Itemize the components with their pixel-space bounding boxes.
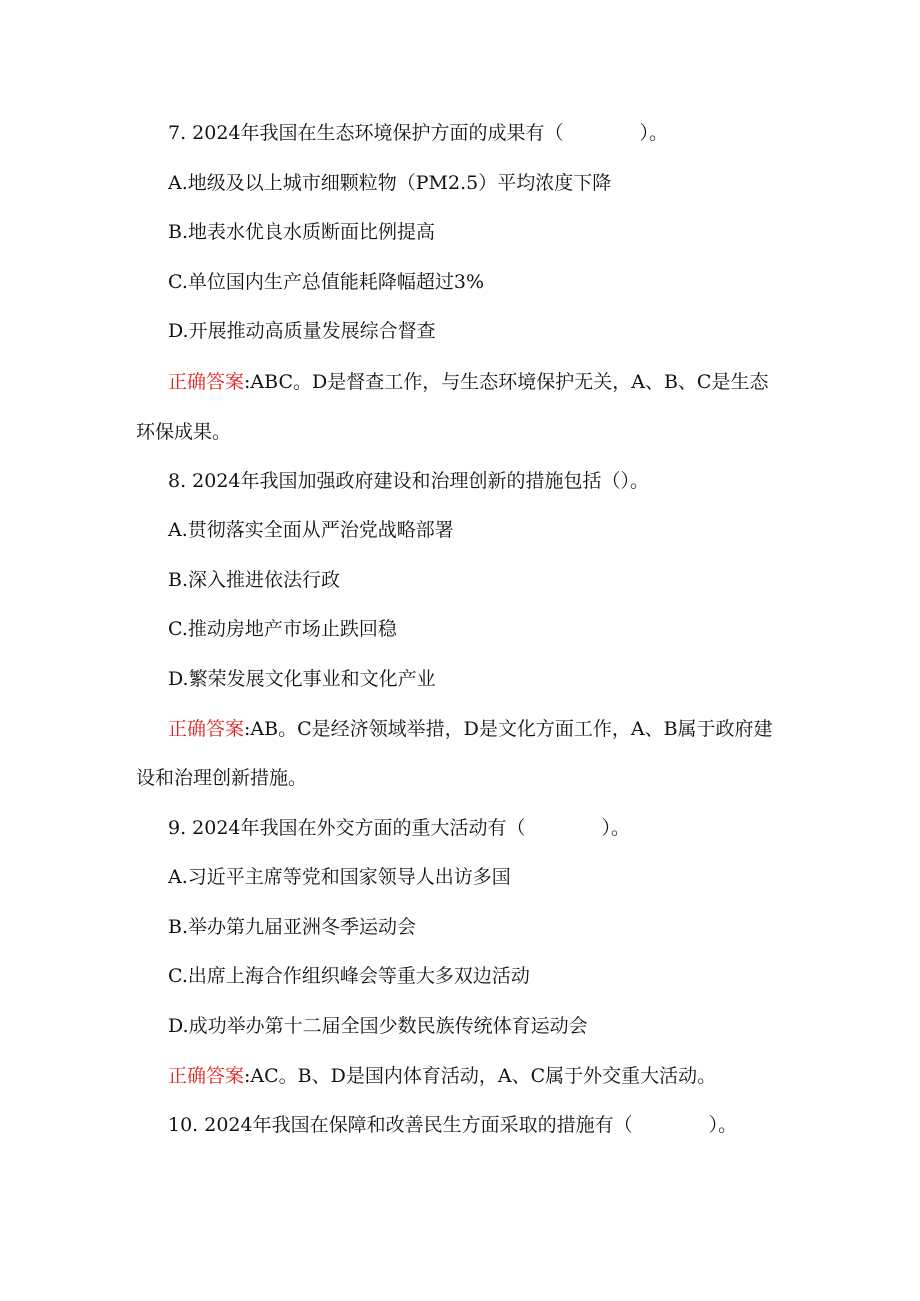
question-8-option-d: D.繁荣发展文化事业和文化产业: [168, 668, 436, 690]
question-8-answer-continued: 设和治理创新措施。: [136, 767, 308, 789]
question-9-option-c: C.出席上海合作组织峰会等重大多双边活动: [168, 965, 530, 987]
question-7-answer: [168, 369, 768, 395]
question-9-stem: 9. 2024年我国在外交方面的重大活动有（ ）。: [168, 817, 631, 839]
question-8-option-b: B.深入推进依法行政: [168, 569, 341, 591]
question-8-stem: 8. 2024年我国加强政府建设和治理创新的措施包括（）。: [168, 470, 650, 492]
answer-text: :AB。C是经济领域举措，D是文化方面工作，A、B属于政府建: [244, 718, 773, 740]
answer-label: 正确答案: [168, 718, 245, 740]
question-8-answer: [168, 716, 773, 742]
answer-label: 正确答案: [168, 371, 245, 393]
question-7-option-a: A.地级及以上城市细颗粒物（PM2.5）平均浓度下降: [168, 172, 612, 194]
question-8-option-c: C.推动房地产市场止跌回稳: [168, 618, 397, 640]
question-7-stem: 7. 2024年我国在生态环境保护方面的成果有（ ）。: [168, 122, 669, 144]
question-7-option-d: D.开展推动高质量发展综合督查: [168, 320, 436, 342]
answer-text: :ABC。D是督查工作，与生态环境保护无关，A、B、C是生态: [244, 371, 769, 393]
question-7-answer-continued: 环保成果。: [136, 421, 232, 443]
question-9-option-a: A.习近平主席等党和国家领导人出访多国: [168, 866, 511, 888]
question-7-option-c: C.单位国内生产总值能耗降幅超过3%: [168, 271, 485, 293]
question-8-option-a: A.贯彻落实全面从严治党战略部署: [168, 519, 454, 541]
answer-label: 正确答案: [168, 1065, 245, 1087]
question-9-option-b: B.举办第九届亚洲冬季运动会: [168, 916, 417, 938]
question-9-answer: [168, 1063, 716, 1089]
question-10-stem: 10. 2024年我国在保障和改善民生方面采取的措施有（ ）。: [168, 1114, 738, 1136]
answer-text: :AC。B、D是国内体育活动，A、C属于外交重大活动。: [244, 1065, 717, 1087]
question-9-option-d: D.成功举办第十二届全国少数民族传统体育运动会: [168, 1015, 588, 1037]
question-7-option-b: B.地表水优良水质断面比例提高: [168, 221, 436, 243]
